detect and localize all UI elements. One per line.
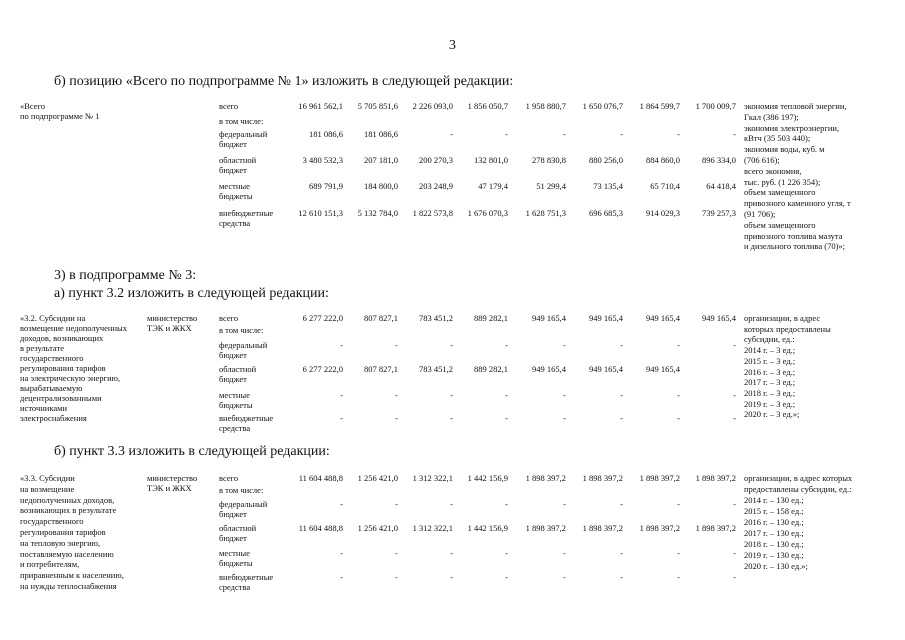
funding-source-label: внебюджетные <box>219 413 274 423</box>
funding-source-label: местные <box>219 390 250 400</box>
table-cell-value: - <box>563 572 566 582</box>
table-cell-value: - <box>620 390 623 400</box>
table-cell-value: - <box>563 413 566 423</box>
executor-line: ТЭК и ЖКХ <box>147 323 192 333</box>
table-cell-value: - <box>395 390 398 400</box>
table-cell-value: - <box>677 548 680 558</box>
measure-name-line: регулирования тарифов <box>20 527 106 537</box>
measure-name-line: «Всего <box>20 101 46 111</box>
table-cell-value: 1 628 751,3 <box>525 208 566 218</box>
expected-result-line: 2016 г. – 3 ед.; <box>744 366 796 377</box>
table-cell-value: 1 898 397,2 <box>525 473 566 483</box>
table-cell-value: - <box>677 572 680 582</box>
table-cell-value: 1 676 070,3 <box>467 208 508 218</box>
table-cell-value: 1 958 880,7 <box>525 101 566 111</box>
funding-source-label: федеральный <box>219 129 268 139</box>
table-cell-value: - <box>733 129 736 139</box>
table-cell-value: 64 418,4 <box>706 181 736 191</box>
expected-result-line: 2020 г. – 3 ед.»; <box>744 409 800 420</box>
funding-source-label: областной <box>219 523 257 533</box>
measure-name-line: доходов, возникающих <box>20 333 104 343</box>
table-cell-value: 132 801,0 <box>474 155 508 165</box>
funding-source-label: местные <box>219 548 250 558</box>
table-cell-value: 278 830,8 <box>532 155 566 165</box>
measure-name-line: вырабатываемую <box>20 383 83 393</box>
table-cell-value: 1 442 156,9 <box>467 473 508 483</box>
expected-result-line: и дизельного топлива (70)»; <box>744 241 846 252</box>
table-cell-value: 880 256,0 <box>589 155 623 165</box>
table-cell-value: 1 898 397,2 <box>695 473 736 483</box>
heading-item-3-3: б) пункт 3.3 изложить в следующей редакции: <box>54 444 330 459</box>
table-cell-value: - <box>733 572 736 582</box>
heading-item-3-2: а) пункт 3.2 изложить в следующей редакции: <box>54 286 329 301</box>
table-cell-value: 5 705 851,6 <box>357 101 398 111</box>
funding-source-label: областной <box>219 155 257 165</box>
expected-result-line: тыс. руб. (1 226 354); <box>744 176 821 187</box>
table-cell-value: 1 256 421,0 <box>357 523 398 533</box>
expected-result-line: 2016 г. – 130 ед.; <box>744 517 804 527</box>
table-cell-value: 1 442 156,9 <box>467 523 508 533</box>
table-cell-value: 1 312 322,1 <box>412 523 453 533</box>
expected-result-line: субсидии, ед.: <box>744 334 795 345</box>
expected-result-line: которых предоставлены <box>744 323 831 334</box>
measure-name-line: в результате <box>20 343 64 353</box>
table-cell-value: 200 270,3 <box>419 155 453 165</box>
funding-source-label: средства <box>219 218 251 228</box>
table-cell-value: - <box>340 340 343 350</box>
table-cell-value: - <box>733 413 736 423</box>
funding-source-label: всего <box>219 313 239 323</box>
table-cell-value: 889 282,1 <box>474 313 508 323</box>
table-cell-value: 1 700 009,7 <box>695 101 736 111</box>
expected-result-line: привозного каменного угля, т <box>744 198 851 209</box>
table-cell-value: 949 165,4 <box>646 313 680 323</box>
table-cell-value: 184 800,0 <box>364 181 398 191</box>
table-cell-value: - <box>733 548 736 558</box>
table-cell-value: - <box>677 340 680 350</box>
table-cell-value: 1 898 397,2 <box>582 523 623 533</box>
table-cell-value: - <box>450 499 453 509</box>
table-cell-value: 949 165,4 <box>589 313 623 323</box>
table-cell-value: - <box>340 572 343 582</box>
measure-name-line: по подпрограмме № 1 <box>20 111 100 121</box>
table-cell-value: 783 451,2 <box>419 313 453 323</box>
funding-source-label: местные <box>219 181 250 191</box>
expected-result-line: 2019 г. – 130 ед.; <box>744 550 804 560</box>
table-cell-value: - <box>450 129 453 139</box>
funding-source-label: в том числе: <box>219 325 264 335</box>
funding-source-label: федеральный <box>219 340 268 350</box>
table-cell-value: 51 299,4 <box>536 181 566 191</box>
table-cell-value: - <box>395 499 398 509</box>
table-cell-value: - <box>395 548 398 558</box>
table-cell-value: - <box>450 340 453 350</box>
funding-source-label: внебюджетные <box>219 208 274 218</box>
expected-result-line: 2014 г. – 130 ед.; <box>744 495 804 505</box>
table-cell-value: 11 604 488,8 <box>298 473 343 483</box>
table-cell-value: - <box>733 499 736 509</box>
measure-name-line: регулирования тарифов <box>20 363 106 373</box>
expected-result-line: 2015 г. – 3 ед.; <box>744 355 796 366</box>
table-cell-value: - <box>620 413 623 423</box>
table-cell-value: - <box>505 572 508 582</box>
table-cell-value: 181 086,6 <box>309 129 343 139</box>
table-cell-value: 1 898 397,2 <box>639 473 680 483</box>
table-cell-value: 2 226 093,0 <box>412 101 453 111</box>
expected-result-line: экономия воды, куб. м <box>744 144 825 155</box>
table-cell-value: - <box>677 499 680 509</box>
funding-source-label: в том числе: <box>219 485 264 495</box>
measure-name-line: государственного <box>20 353 84 363</box>
table-cell-value: 207 181,0 <box>364 155 398 165</box>
expected-result-line: 2018 г. – 3 ед.; <box>744 387 796 398</box>
table-cell-value: - <box>395 413 398 423</box>
table-cell-value: 5 132 784,0 <box>357 208 398 218</box>
expected-result-line: 2019 г. – 3 ед.; <box>744 398 796 409</box>
expected-result-line: 2018 г. – 130 ед.; <box>744 539 804 549</box>
measure-name-line: децентрализованными <box>20 393 102 403</box>
measure-name-line: поставляемую населению <box>20 548 114 559</box>
table-cell-value: - <box>620 572 623 582</box>
expected-result-line: организации, в адрес которых <box>744 473 853 483</box>
measure-name-line: на тепловую энергию, <box>20 537 101 548</box>
table-cell-value: - <box>677 129 680 139</box>
expected-result-line: всего экономия, <box>744 165 802 176</box>
table-cell-value: 884 860,0 <box>646 155 680 165</box>
table-cell-value: 1 822 573,8 <box>412 208 453 218</box>
expected-result-line: привозного топлива мазута <box>744 230 843 241</box>
table-cell-value: 47 179,4 <box>478 181 508 191</box>
expected-result-line: 2017 г. – 130 ед.; <box>744 528 804 538</box>
table-cell-value: - <box>733 340 736 350</box>
funding-source-label: всего <box>219 101 239 111</box>
expected-result-line: 2017 г. – 3 ед.; <box>744 377 796 388</box>
table-cell-value: - <box>395 572 398 582</box>
funding-source-label: бюджет <box>219 509 247 519</box>
table-cell-value: - <box>395 340 398 350</box>
table-cell-value: - <box>733 390 736 400</box>
funding-source-label: бюджеты <box>219 400 253 410</box>
expected-result-line: Гкал (386 197); <box>744 111 799 122</box>
expected-result-line: 2014 г. – 3 ед.; <box>744 345 796 356</box>
expected-result-line: (706 616); <box>744 155 780 165</box>
measure-name-line: возникающих в результате <box>20 505 117 516</box>
table-cell-value: 889 282,1 <box>474 364 508 374</box>
funding-source-label: областной <box>219 364 257 374</box>
table-cell-value: 739 257,3 <box>702 208 736 218</box>
expected-result-line: (91 706); <box>744 209 776 219</box>
table-cell-value: 896 334,0 <box>702 155 736 165</box>
funding-source-label: федеральный <box>219 499 268 509</box>
expected-result-line: кВтч (35 503 440); <box>744 133 811 144</box>
executor-line: ТЭК и ЖКХ <box>147 483 192 493</box>
table-cell-value: - <box>450 390 453 400</box>
table-cell-value: 1 856 050,7 <box>467 101 508 111</box>
table-cell-value: - <box>505 340 508 350</box>
table-cell-value: - <box>563 499 566 509</box>
table-cell-value: 1 864 599,7 <box>639 101 680 111</box>
table-cell-value: 1 650 076,7 <box>582 101 623 111</box>
table-cell-value: - <box>620 548 623 558</box>
funding-source-label: бюджет <box>219 139 247 149</box>
heading-subprogram-1-total: б) позицию «Всего по подпрограмме № 1» изложить в следующей редакции: <box>54 74 514 89</box>
table-cell-value: - <box>450 548 453 558</box>
heading-subprogram-3: 3) в подпрограмме № 3: <box>54 268 197 283</box>
expected-result-line: экономия тепловой энергии, <box>744 101 847 111</box>
table-cell-value: 949 165,4 <box>532 364 566 374</box>
funding-source-label: всего <box>219 473 239 483</box>
table-cell-value: 1 898 397,2 <box>525 523 566 533</box>
measure-name-line: на электрическую энергию, <box>20 373 121 383</box>
funding-source-label: бюджет <box>219 165 247 175</box>
table-cell-value: 949 165,4 <box>589 364 623 374</box>
expected-result-line: экономия электроэнергии, <box>744 122 840 133</box>
measure-name-line: источниками <box>20 403 68 413</box>
table-cell-value: - <box>340 413 343 423</box>
expected-result-line: 2020 г. – 130 ед.»; <box>744 561 808 571</box>
table-cell-value: 6 277 222,0 <box>302 364 343 374</box>
table-cell-value: 73 135,4 <box>593 181 623 191</box>
table-cell-value: - <box>677 390 680 400</box>
table-cell-value: 3 480 532,3 <box>302 155 343 165</box>
table-cell-value: - <box>505 499 508 509</box>
table-cell-value: 203 248,9 <box>419 181 453 191</box>
measure-name-line: недополученных доходов, <box>20 494 115 505</box>
table-cell-value: 1 898 397,2 <box>639 523 680 533</box>
measure-name-line: на возмещение <box>20 483 75 494</box>
table-cell-value: - <box>563 340 566 350</box>
table-cell-value: - <box>450 572 453 582</box>
table-cell-value: 11 604 488,8 <box>298 523 343 533</box>
funding-source-label: бюджет <box>219 533 247 543</box>
executor-line: министерство <box>147 473 198 483</box>
table-cell-value: - <box>340 390 343 400</box>
table-cell-value: - <box>505 413 508 423</box>
table-cell-value: 12 610 151,3 <box>298 208 343 218</box>
table-cell-value: 949 165,4 <box>532 313 566 323</box>
table-cell-value: 696 685,3 <box>589 208 623 218</box>
table-cell-value: - <box>505 390 508 400</box>
table-cell-value: 807 827,1 <box>364 313 398 323</box>
table-cell-value: - <box>620 129 623 139</box>
funding-source-label: средства <box>219 423 251 433</box>
table-cell-value: 1 312 322,1 <box>412 473 453 483</box>
executor-line: министерство <box>147 313 198 323</box>
page-number: 3 <box>449 38 456 53</box>
measure-name-line: и потребителям, <box>20 559 80 570</box>
table-cell-value: - <box>505 548 508 558</box>
funding-source-label: бюджет <box>219 374 247 384</box>
expected-result-line: объем замещенного <box>744 187 816 198</box>
table-cell-value: 1 898 397,2 <box>582 473 623 483</box>
table-cell-value: - <box>563 129 566 139</box>
funding-source-label: внебюджетные <box>219 572 274 582</box>
funding-source-label: бюджет <box>219 350 247 360</box>
measure-name-line: приравненным к населению, <box>20 570 124 581</box>
table-cell-value: - <box>563 390 566 400</box>
table-cell-value: 1 898 397,2 <box>695 523 736 533</box>
funding-source-label: бюджеты <box>219 191 253 201</box>
funding-source-label: бюджеты <box>219 558 253 568</box>
table-cell-value: 949 165,4 <box>646 364 680 374</box>
expected-result-line: объем замещенного <box>744 219 816 230</box>
table-cell-value: - <box>340 499 343 509</box>
expected-result-line: организации, в адрес <box>744 313 821 323</box>
measure-name-line: государственного <box>20 516 84 527</box>
measure-name-line: «3.3. Субсидии <box>20 473 75 483</box>
table-cell-value: - <box>340 548 343 558</box>
funding-source-label: средства <box>219 582 251 592</box>
table-cell-value: 689 791,9 <box>309 181 343 191</box>
table-cell-value: 6 277 222,0 <box>302 313 343 323</box>
expected-result-line: предоставлены субсидии, ед.: <box>744 484 852 494</box>
funding-source-label: в том числе: <box>219 116 264 126</box>
table-cell-value: 16 961 562,1 <box>298 101 343 111</box>
table-cell-value: - <box>563 548 566 558</box>
table-cell-value: 1 256 421,0 <box>357 473 398 483</box>
expected-result-line: 2015 г. – 158 ед.; <box>744 506 804 516</box>
measure-name-line: «3.2. Субсидии на <box>20 313 86 323</box>
table-cell-value: - <box>620 499 623 509</box>
table-cell-value: 783 451,2 <box>419 364 453 374</box>
table-cell-value: 949 165,4 <box>702 313 736 323</box>
table-cell-value: 181 086,6 <box>364 129 398 139</box>
table-cell-value: - <box>450 413 453 423</box>
table-cell-value: - <box>620 340 623 350</box>
table-cell-value: 65 710,4 <box>650 181 680 191</box>
table-cell-value: - <box>505 129 508 139</box>
table-cell-value: 914 029,3 <box>646 208 680 218</box>
measure-name-line: на нужды теплоснабжения <box>20 581 117 591</box>
measure-name-line: электроснабжения <box>20 413 87 423</box>
table-cell-value: - <box>677 413 680 423</box>
table-cell-value: 807 827,1 <box>364 364 398 374</box>
measure-name-line: возмещение недополученных <box>20 323 127 333</box>
